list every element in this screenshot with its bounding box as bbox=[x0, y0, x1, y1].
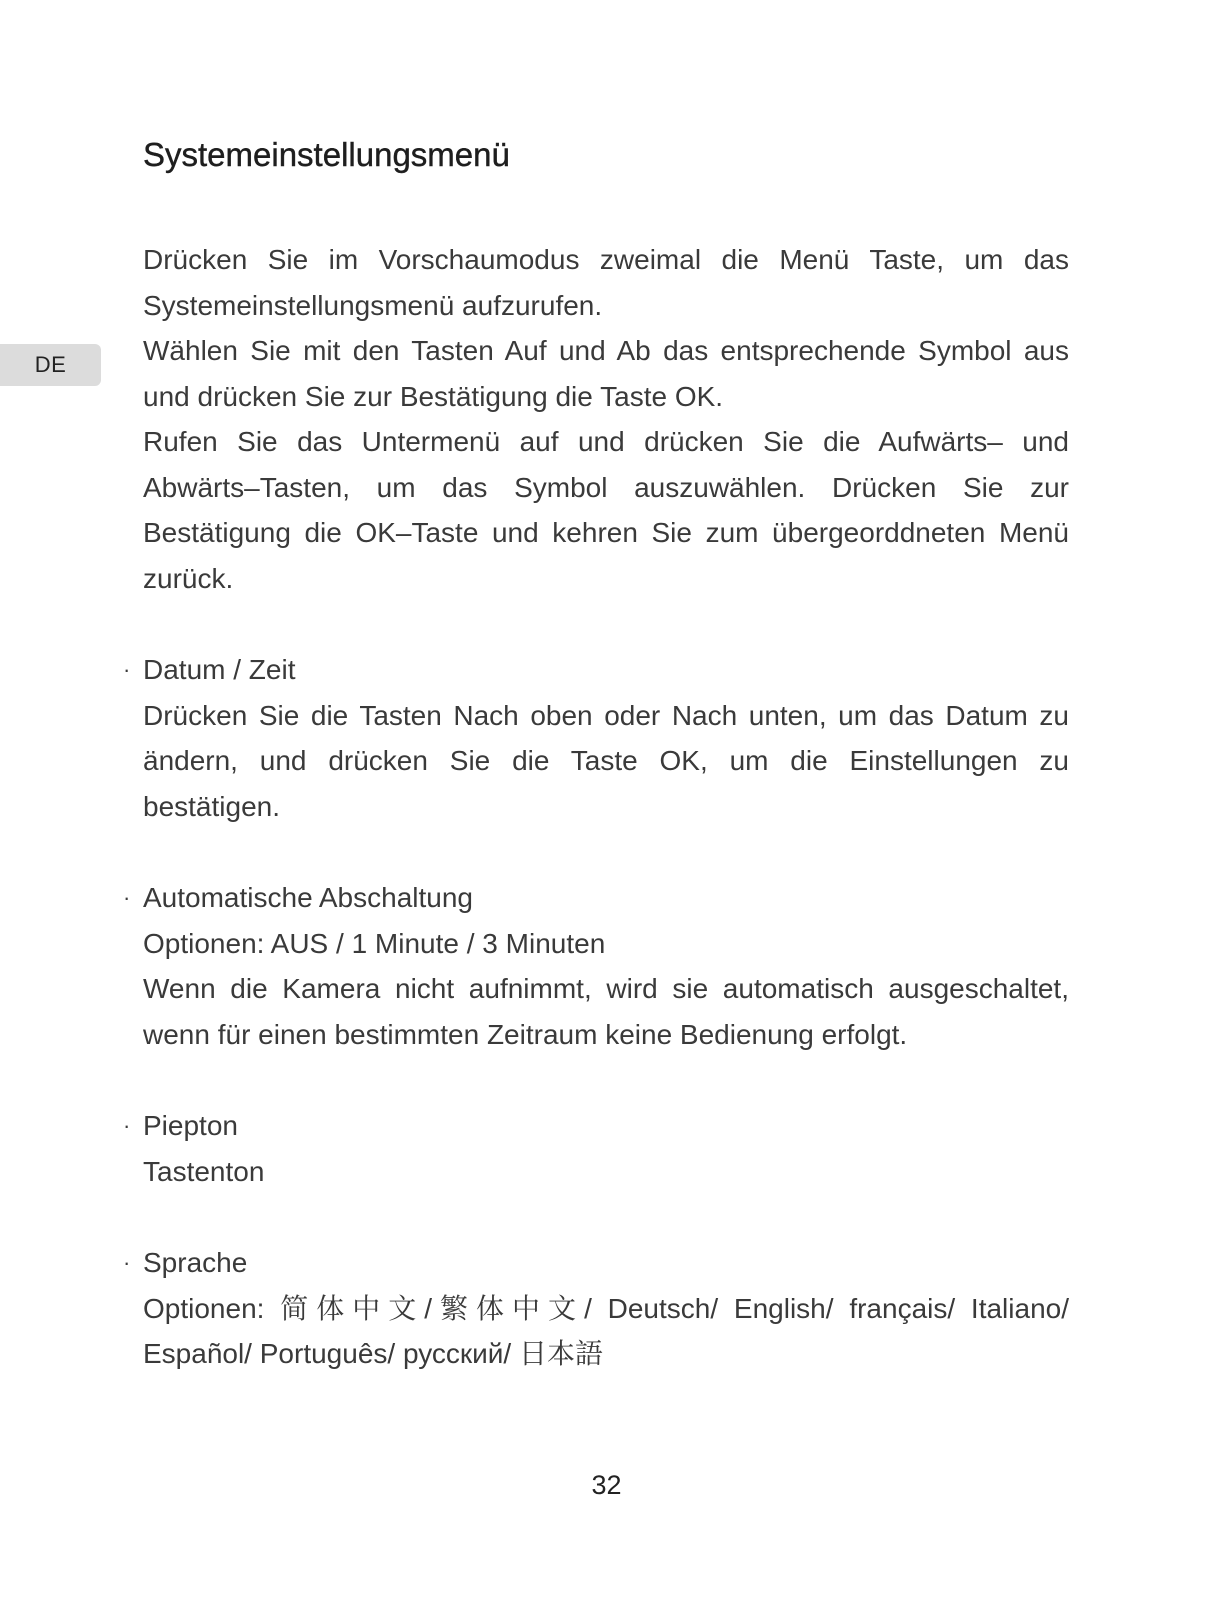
section-text: Drücken Sie die Tasten Nach oben oder Nach unten, um das Datum zu ändern, und drücken Sie die Taste OK, um die Einstellungen zu bestätigen. bbox=[143, 699, 1069, 822]
section-auto-off bbox=[123, 875, 1069, 1057]
section-heading-text: Automatische Abschaltung bbox=[143, 882, 473, 913]
bullet-icon: · bbox=[123, 1113, 131, 1138]
section-heading-text: Sprache bbox=[143, 1247, 248, 1278]
section-text: Optionen: 简体中文/繁体中文/ Deutsch/ English/ français/ Italiano/ Español/ Português/ русский/ 日本語 bbox=[143, 1292, 1069, 1369]
section-text: Wenn die Kamera nicht aufnimmt, wird sie automatisch ausgeschaltet, wenn für einen bestimmten Zeitraum keine Bedienung erfolgt. bbox=[143, 973, 1069, 1050]
section-heading bbox=[123, 1240, 1069, 1286]
section-heading-text: Piepton bbox=[143, 1110, 238, 1141]
bullet-icon: · bbox=[123, 657, 131, 682]
section-sprache bbox=[123, 1240, 1069, 1377]
section-heading bbox=[123, 875, 1069, 921]
page-title: Systemeinstellungsmenü bbox=[143, 136, 510, 173]
section-heading bbox=[123, 647, 1069, 693]
section-heading bbox=[123, 1103, 1069, 1149]
section-datum-zeit bbox=[123, 647, 1069, 829]
bullet-icon: · bbox=[123, 1250, 131, 1275]
section-text: Optionen: AUS / 1 Minute / 3 Minuten bbox=[143, 927, 606, 959]
intro-block bbox=[143, 237, 1069, 601]
bullet-icon: · bbox=[123, 885, 131, 910]
intro-paragraph: Drücken Sie im Vorschaumodus zweimal die Menü Taste, um das Systemeinstellungsmenü aufzurufen. bbox=[143, 244, 1069, 321]
section-piepton bbox=[123, 1103, 1069, 1194]
intro-paragraph: Wählen Sie mit den Tasten Auf und Ab das entsprechende Symbol aus und drücken Sie zur Bestätigung die Taste OK. bbox=[143, 335, 1069, 412]
content-body bbox=[123, 237, 1069, 1377]
section-text: Tastenton bbox=[143, 1155, 265, 1187]
intro-paragraph: Rufen Sie das Untermenü auf und drücken Sie die Aufwärts– und Abwärts–Tasten, um das Symbol auszuwählen. Drücken Sie zur Bestätigung die OK–Taste und kehren Sie zum übergeorddneten Menü zurück. bbox=[143, 426, 1069, 594]
language-tab: DE bbox=[0, 344, 101, 386]
page-number: 32 bbox=[591, 1470, 622, 1500]
section-heading-text: Datum / Zeit bbox=[143, 654, 296, 685]
